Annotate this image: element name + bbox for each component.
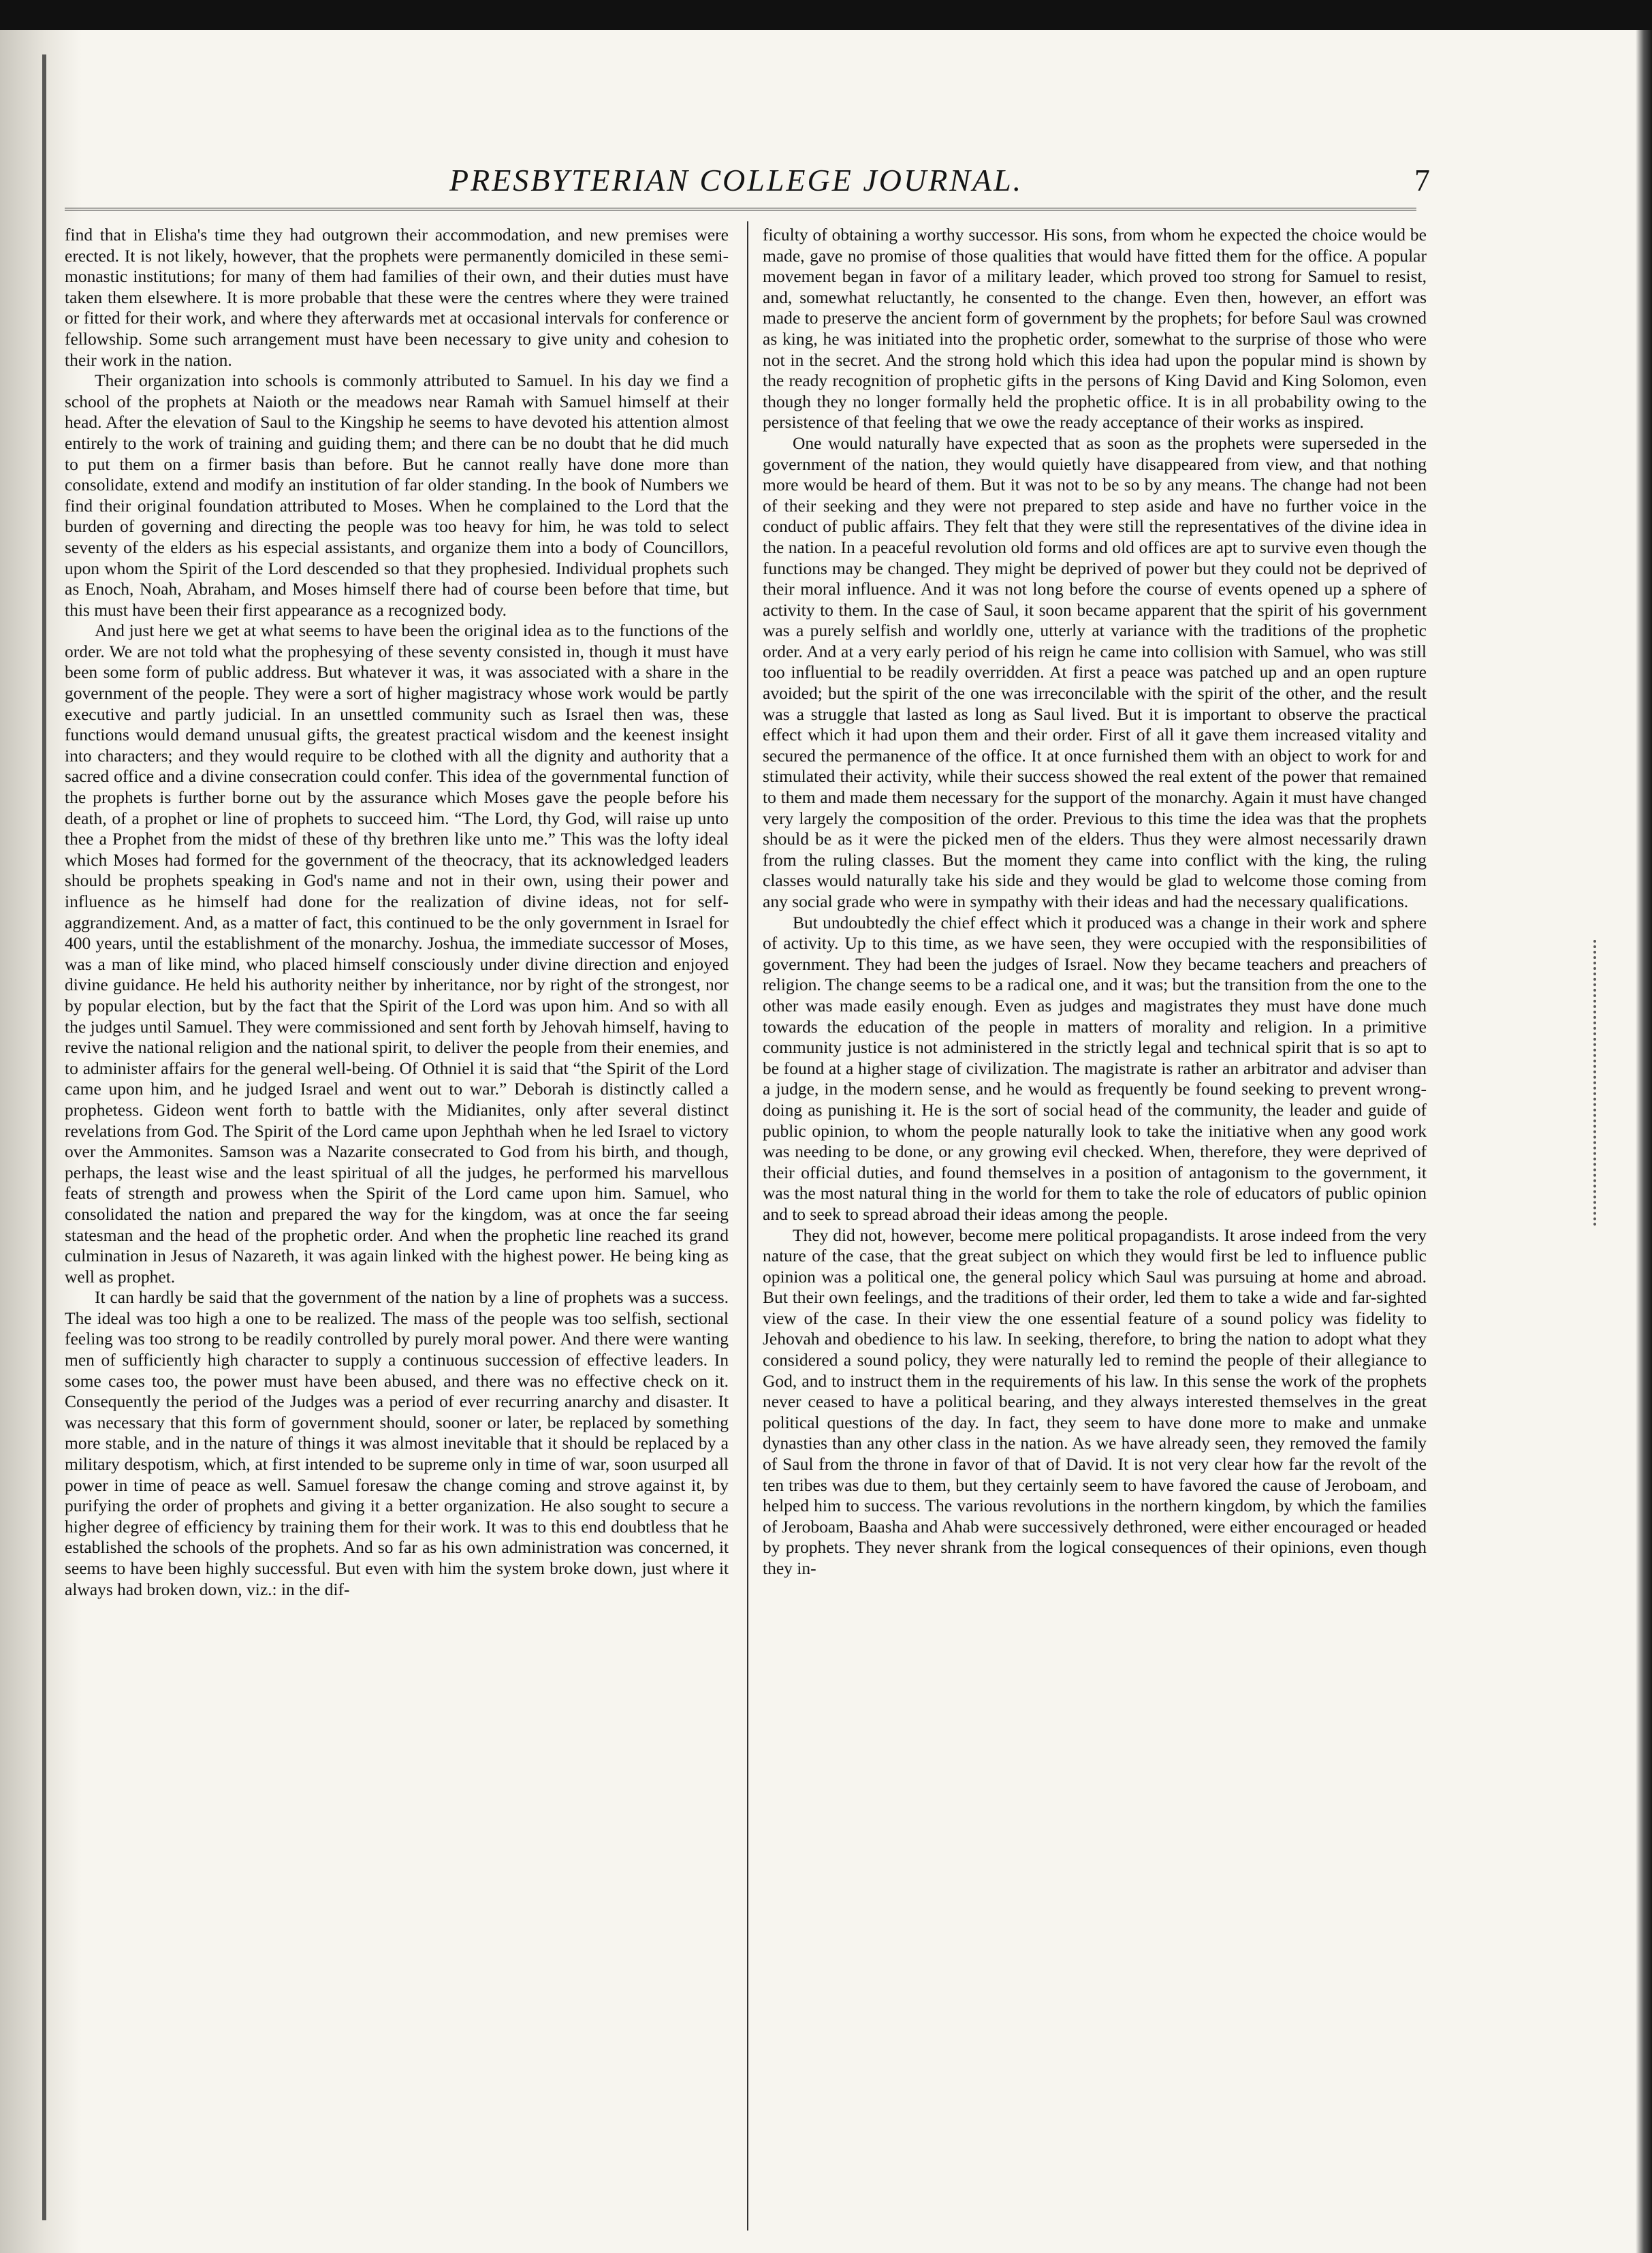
scan-top-border <box>0 0 1652 30</box>
header-rule <box>65 208 1416 210</box>
scan-right-edge <box>1636 30 1652 2253</box>
right-paragraph-2: One would naturally have expected that as soon as the prophets were superseded in the government of the nation, they would quietly have disappeared from view, and that nothing more would be heard of them. But it was not to be so by any means. The change had not been of their seeking and they were not prepared to step aside and have no further voice in the conduct of public affairs. They felt that they were still the representatives of the divine idea in the nation. In a peaceful revolution old forms and old offices are apt to survive even though the functions may be changed. They might be deprived of power but they could not be deprived of their moral influence. And it was not long before the course of events opened up a sphere of activity to them. In the case of Saul, it soon became apparent that the spirit of his government was a purely selfish and worldly one, utterly at variance with the traditions of the prophetic order. And at a very early period of his reign he came into collision with Samuel, who was still too influential to be readily overridden. At first a peace was patched up and an open rupture avoided; but the spirit of the one was irreconcilable with the spirit of the other, and the result was a struggle that lasted as long as Saul lived. But it is important to observe the practical effect which it had upon them and their order. First of all it gave them increased vitality and secured the permanence of the office. It at once furnished them with an object to work for and stimulated their activity, while their success showed the real extent of the power that remained to them and made them necessary for the support of the monarchy. Again it must have changed very largely the composition of the order. Previous to this time the idea was that the prophets should be as it were the picked men of the elders. Thus they were almost necessarily drawn from the ruling classes. But the moment they came into conflict with the king, the ruling classes would naturally take his side and they would be glad to welcome those coming from any social grade who were in sympathy with their ideas and had the necessary qualifications. <box>763 432 1427 911</box>
right-paragraph-3: But undoubtedly the chief effect which it produced was a change in their work and sphere of activity. Up to this time, as we have seen, they were occupied with the responsibilities of government. They had been the judges of Israel. Now they became teachers and preachers of religion. The change seems to be a radical one, and it was; but the transition from the one to the other was made easily enough. Even as judges and magistrates they must have done much towards the education of the people in matters of morality and religion. In a primitive community justice is not administered in the strictly legal and technical spirit that is so apt to be found at a higher stage of civilization. The magistrate is rather an arbitrator and adviser than a judge, in the modern sense, and he would as frequently be found seeking to prevent wrong-doing as punishing it. He is the sort of social head of the community, the leader and guide of public opinion, to whom the people naturally look to take the initiative when any good work was needing to be done, or any growing evil checked. When, therefore, they were deprived of their official duties, and found themselves in a position of antagonism to the government, it was the most natural thing in the world for them to take the role of educators of public opinion and to seek to spread abroad their ideas among the people. <box>763 912 1427 1224</box>
left-paragraph-2: Their organization into schools is commonly attributed to Samuel. In his day we find a school of the prophets at Naioth or the meadows near Ramah with Samuel himself at their head. After the elevation of Saul to the Kingship he seems to have devoted his attention almost entirely to the work of training and guiding them; and there can be no doubt that he did much to put them on a firmer basis than before. But he cannot really have done more than consolidate, extend and modify an institution of far older standing. In the book of Numbers we find their original foundation attributed to Moses. When he complained to the Lord that the burden of governing and directing the people was too heavy for him, he was told to select seventy of the elders as his especial assistants, and organize them into a body of Councillors, upon whom the Spirit of the Lord descended so that they prophesied. Individual prophets such as Enoch, Noah, Abraham, and Moses himself there had of course been before that time, but this must have been their first appearance as a recognized body. <box>65 371 729 620</box>
page-header <box>54 162 1430 210</box>
page-number: 7 <box>1414 163 1430 198</box>
left-paragraph-4: It can hardly be said that the government of the nation by a line of prophets was a success. The ideal was too high a one to be realized. The mass of the people was too selfish, sectional feeling was too strong to be readily controlled by purely moral power. And there were wanting men of sufficiently high character to supply a continuous succession of effective leaders. In some cases too, the power must have been abused, and there was no effective check on it. Consequently the period of the Judges was a period of ever recurring anarchy and disaster. It was necessary that this form of government should, sooner or later, be replaced by something more stable, and in the nature of things it was almost inevitable that it should be replaced by a military despotism, which, at first intended to be supreme only in time of war, soon usurped all power in time of peace as well. Samuel foresaw the change coming and strove against it, by purifying the order of prophets and giving it a better organization. He also sought to secure a higher degree of efficiency by training them for their work. It was to this end doubtless that he established the schools of the prophets. And so far as his own administration was concerned, it seems to have been highly successful. But even with him the system broke down, just where it always had broken down, viz.: in the dif- <box>65 1287 729 1599</box>
right-paragraph-4: They did not, however, become mere political propagandists. It arose indeed from the very nature of the case, that the great subject on which they would first be led to influence public opinion was a political one, the general policy which Saul was pursuing at home and abroad. But their own feelings, and the traditions of their order, led them to take a wide and far-sighted view of the case. In their view the one essential feature of a sound policy was fidelity to Jehovah and obedience to his law. In seeking, therefore, to bring the nation to adopt what they considered a sound policy, they were naturally led to remind the people of their allegiance to God, and to instruct them in the requirements of his law. In this sense the work of the prophets never ceased to have a political bearing, and they always interested themselves in the great political questions of the day. In fact, they seem to have done more to make and unmake dynasties than any other class in the nation. As we have already seen, they removed the family of Saul from the throne in favor of that of David. It is not very clear how far the revolt of the ten tribes was due to them, but they certainly seem to have favored the cause of Jeroboam, and helped him to success. The various revolutions in the northern kingdom, by which the families of Jeroboam, Baasha and Ahab were successively dethroned, were either encouraged or headed by prophets. They never shrank from the logical consequences of their opinions, even though they in- <box>763 1225 1427 1578</box>
margin-marks <box>1593 940 1603 1226</box>
left-paragraph-1: find that in Elisha's time they had outgrown their accommodation, and new premises were erected. It is not likely, however, that the prophets were permanently domiciled in these semi-monastic institutions; for many of them had families of their own, and their duties must have taken them elsewhere. It is more probable that these were the centres where they were trained or fitted for their work, and where they afterwards met at occasional intervals for conference or fellowship. Some such arrangement must have been necessary to give unity and cohesion to their work in the nation. <box>65 225 729 370</box>
left-column <box>65 225 729 2224</box>
left-paragraph-3: And just here we get at what seems to have been the original idea as to the functions of the order. We are not told what the prophesying of these seventy consisted in, though it must have been some form of public address. But whatever it was, it was associated with a share in the government of the people. They were a sort of higher magistracy whose work would be partly executive and partly judicial. In an unsettled community such as Israel then was, these functions would demand unusual gifts, the greatest practical wisdom and the keenest insight into characters; and they would require to be clothed with all the dignity and authority that a sacred office and a divine consecration could confer. This idea of the governmental function of the prophets is further borne out by the assurance which Moses gave the people before his death, of a prophet or line of prophets to succeed him. “The Lord, thy God, will raise up unto thee a Prophet from the midst of these of thy brethren like unto me.” This was the lofty ideal which Moses had formed for the government of the theocracy, that its acknowledged leaders should be prophets speaking in God's name and not in their own, using their power and influence as he himself had done for the realization of divine ideas, not for self-aggrandizement. And, as a matter of fact, this continued to be the only government in Israel for 400 years, until the establishment of the monarchy. Joshua, the immediate successor of Moses, was a man of like mind, who placed himself consciously under divine direction and enjoyed divine guidance. He held his authority neither by inheritance, nor by right of the strongest, nor by popular election, but by the fact that the Spirit of the Lord was upon him. And so with all the judges until Samuel. They were commissioned and sent forth by Jehovah himself, having to revive the national religion and the national spirit, to deliver the people from their enemies, and to administer affairs for the general well-being. Of Othniel it is said that “the Spirit of the Lord came upon him, and he judged Israel and went out to war.” Deborah is distinctly called a prophetess. Gideon went forth to battle with the Midianites, only after several distinct revelations from God. The Spirit of the Lord came upon Jephthah when he led Israel to victory over the Ammonites. Samson was a Nazarite consecrated to God from his birth, and though, perhaps, the least wise and the least spiritual of all the judges, he performed his marvellous feats of strength and prowess when the Spirit of the Lord came upon him. Samuel, who consolidated the nation and prepared the way for the kingdom, was at once the far seeing statesman and the head of the prophetic order. And when the prophetic line reached its grand culmination in Jesus of Nazareth, it was again linked with the highest power. He being king as well as prophet. <box>65 620 729 1287</box>
journal-title: PRESBYTERIAN COLLEGE JOURNAL. <box>449 163 1023 198</box>
right-paragraph-1: ficulty of obtaining a worthy successor. His sons, from whom he expected the choice would be made, gave no promise of those qualities that would have fitted them for the office. A popular movement began in favor of a military leader, which proved too strong for Samuel to resist, and, somewhat reluctantly, he consented to the change. Even then, however, an effort was made to preserve the ancient form of government by the prophets; for before Saul was crowned as king, he was initiated into the prophetic order, somewhat to the surprise of those who were not in the secret. And the strong hold which this idea had upon the popular mind is shown by the ready recognition of prophetic gifts in the persons of King David and King Solomon, even though they no longer formally held the prophetic office. It is in all probability owing to the persistence of that feeling that we owe the ready acceptance of their works as inspired. <box>763 225 1427 432</box>
right-column <box>763 225 1427 2224</box>
column-divider <box>747 221 748 2231</box>
binding-line <box>42 54 46 2220</box>
